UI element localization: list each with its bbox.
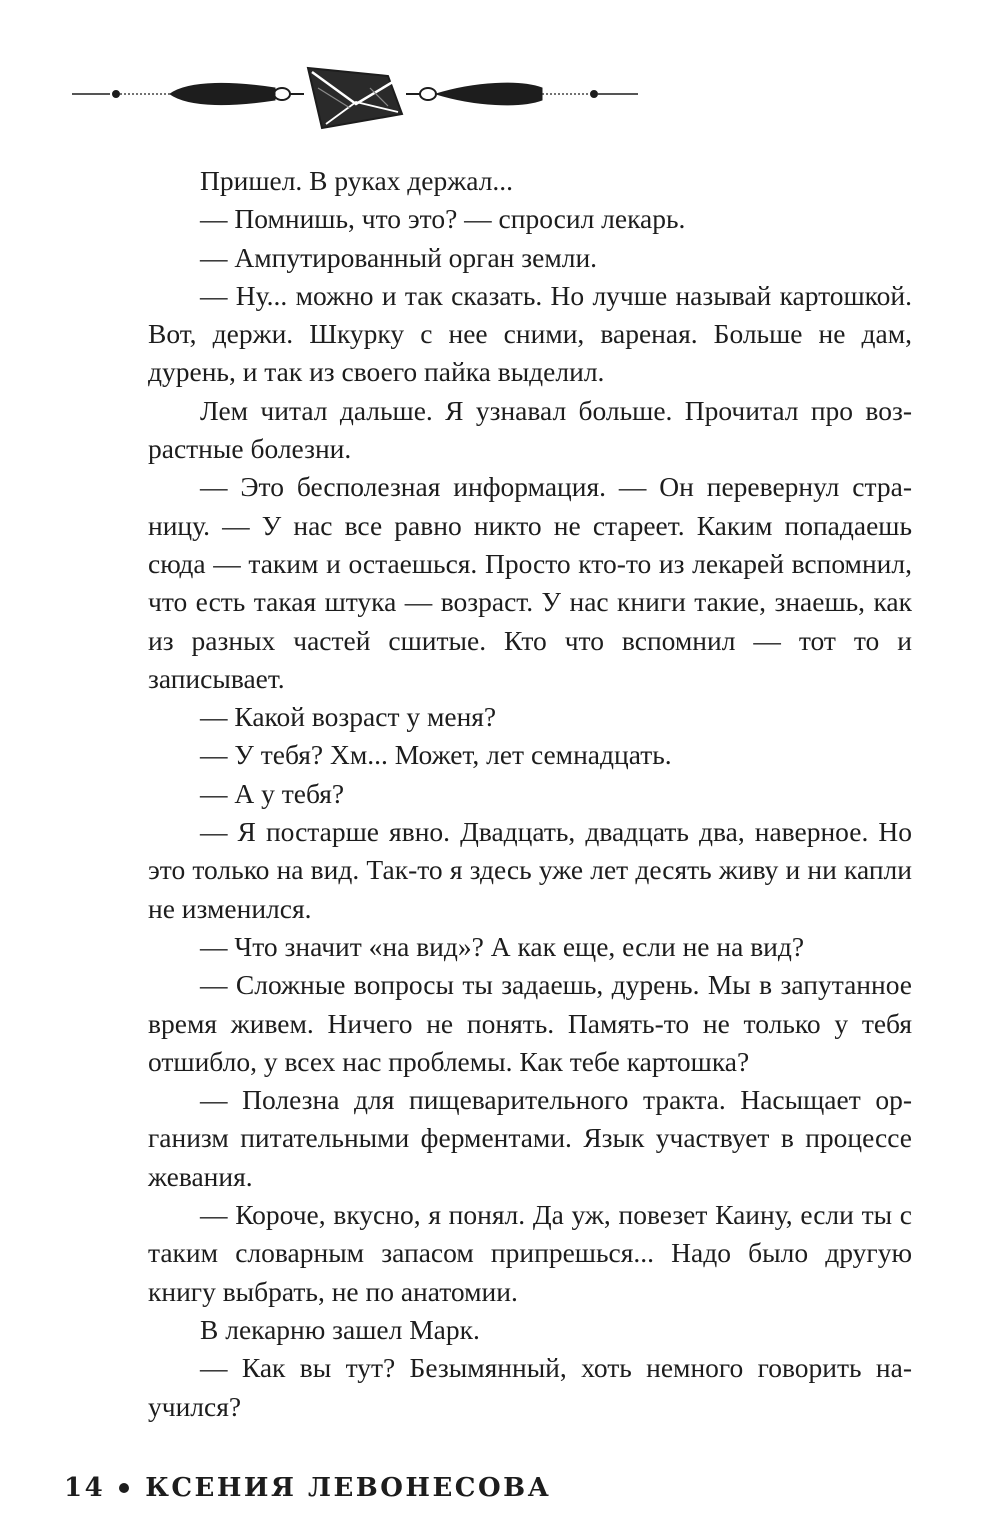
paragraph: — Ну... можно и так сказать. Но лучше называй картошкой. Вот, держи. Шкурку с нее сними, вареная. Больше не дам, дурень, и так из своего пайка выделил.: [148, 279, 912, 388]
paragraph: — Полезна для пищеварительного тракта. Насыщает организм питательными ферментами. Язык участвует в процессе жевания.: [148, 1084, 912, 1192]
paragraph: — Помнишь, что это? — спросил лекарь.: [200, 203, 686, 235]
author-name: КСЕНИЯ ЛЕВОНЕСОВА: [145, 1473, 552, 1503]
page-footer: [64, 1468, 551, 1508]
paragraph: — У тебя? Хм... Может, лет семнадцать.: [200, 739, 672, 771]
page-number: 14: [64, 1473, 106, 1503]
paragraph: — Что значит «на вид»? А как еще, если не на вид?: [200, 930, 805, 962]
paragraph: В лекарню зашел Марк.: [200, 1313, 480, 1345]
body-text: [148, 162, 912, 1426]
paragraph: Пришел. В руках держал...: [200, 165, 514, 196]
paragraph: — Короче, вкусно, я понял. Да уж, повезет Каину, если ты с таким словарным запасом припрешься... Надо было другую книгу выбрать, не по анатомии.: [148, 1199, 912, 1307]
paragraph: — Это бесполезная информация. — Он перевернул страницу. — У нас все равно никто не стареет. Каким попадаешь сюда — таким и остаешься. Просто кто-то из лекарей вспомнил, что есть такая штука — возраст. У нас книги такие, знаешь, как из разных частей сшитые. Кто что вспомнил — тот то и записывает.: [148, 471, 912, 694]
bullet-separator: [119, 1483, 129, 1493]
paragraph: — Как вы тут? Безымянный, хоть немного говорить научился?: [148, 1352, 912, 1422]
paragraph: — Я постарше явно. Двадцать, двадцать два, наверное. Но это только на вид. Так-то я здесь уже лет десять живу и ни капли не изменился.: [148, 816, 912, 924]
paragraph: — Сложные вопросы ты задаешь, дурень. Мы в запутанное время живем. Ничего не понять. Память-то не только у тебя отшибло, у всех нас проблемы. Как тебе картошка?: [148, 969, 912, 1077]
paragraph: — А у тебя?: [200, 777, 345, 809]
envelope-ornament-icon: [70, 58, 640, 140]
paragraph: Лем читал дальше. Я узнавал больше. Прочитал про возрастные болезни.: [148, 394, 912, 465]
paragraph: — Какой возраст у меня?: [200, 701, 497, 733]
paragraph: — Ампутированный орган земли.: [200, 241, 598, 273]
